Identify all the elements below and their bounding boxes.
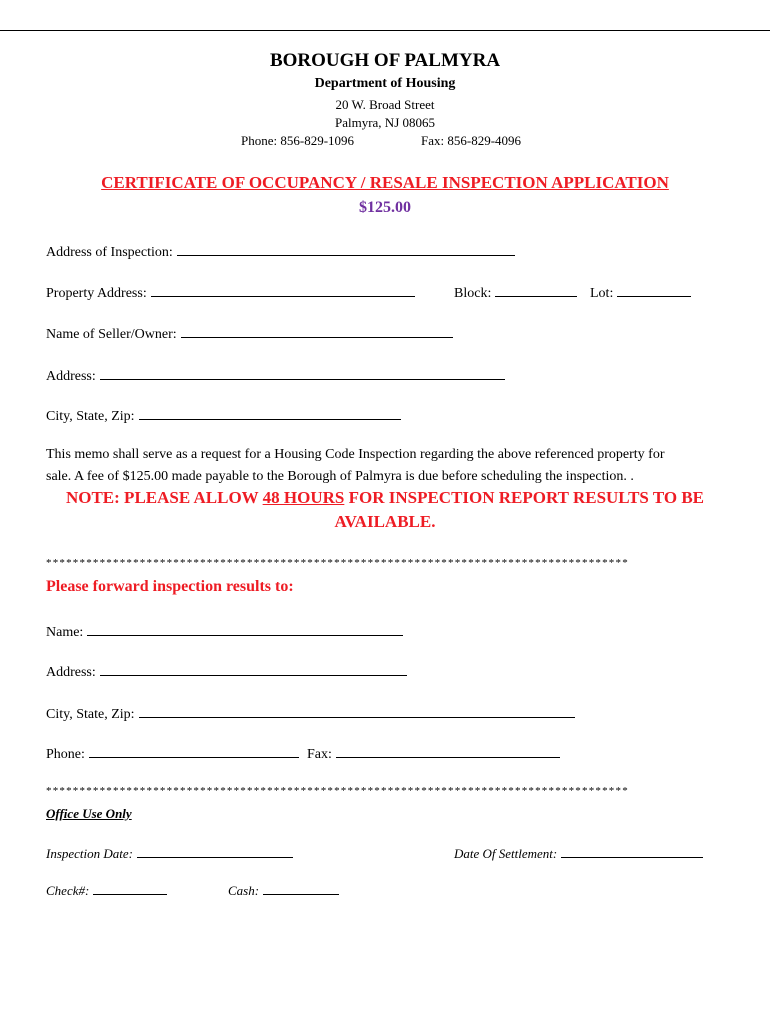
cash-label: Cash: bbox=[228, 883, 260, 898]
forward-city-field[interactable] bbox=[46, 704, 575, 723]
check-number-field[interactable] bbox=[46, 881, 167, 899]
seller-address-line[interactable] bbox=[100, 366, 505, 380]
note-suffix: FOR INSPECTION REPORT RESULTS TO BE bbox=[344, 488, 705, 507]
note-prefix: NOTE: PLEASE ALLOW bbox=[65, 488, 263, 507]
forward-fax-line[interactable] bbox=[336, 744, 560, 758]
seller-city-field[interactable] bbox=[46, 406, 401, 425]
department-name: Department of Housing bbox=[314, 76, 456, 91]
top-border-rule bbox=[0, 30, 770, 31]
forward-address-label: Address: bbox=[46, 665, 96, 680]
forward-address-field[interactable] bbox=[46, 662, 407, 681]
settlement-date-field[interactable] bbox=[454, 844, 703, 862]
borough-title: BOROUGH OF PALMYRA bbox=[269, 50, 501, 71]
lot-field[interactable] bbox=[590, 283, 691, 302]
forward-name-line[interactable] bbox=[87, 622, 403, 636]
forward-address-line[interactable] bbox=[100, 662, 407, 676]
city-address: Palmyra, NJ 08065 bbox=[334, 115, 436, 130]
forward-city-label: City, State, Zip: bbox=[46, 707, 135, 722]
property-address-field[interactable] bbox=[46, 283, 415, 302]
seller-address-label: Address: bbox=[46, 369, 96, 384]
seller-name-line[interactable] bbox=[181, 324, 453, 338]
block-label: Block: bbox=[454, 286, 492, 301]
forward-phone-field[interactable] bbox=[46, 744, 299, 763]
application-fee: $125.00 bbox=[359, 199, 411, 216]
block-line[interactable] bbox=[495, 283, 577, 297]
inspection-address-line[interactable] bbox=[177, 242, 515, 256]
settlement-date-line[interactable] bbox=[561, 844, 703, 858]
forward-phone-line[interactable] bbox=[89, 744, 299, 758]
settlement-date-label: Date Of Settlement: bbox=[454, 846, 558, 861]
memo-line-2: sale. A fee of $125.00 made payable to the Borough of Palmyra is due before scheduling the inspection. . bbox=[46, 469, 634, 484]
inspection-date-label: Inspection Date: bbox=[46, 846, 134, 861]
seller-name-field[interactable] bbox=[46, 324, 453, 343]
inspection-address-label: Address of Inspection: bbox=[46, 245, 173, 260]
forward-fax-label: Fax: bbox=[307, 747, 332, 762]
cash-field[interactable] bbox=[228, 881, 339, 899]
phone-number: Phone: 856-829-1096 bbox=[241, 133, 355, 148]
lot-label: Lot: bbox=[590, 286, 614, 301]
cash-line[interactable] bbox=[263, 881, 339, 895]
inspection-address-field[interactable] bbox=[46, 242, 515, 261]
forward-heading: Please forward inspection results to: bbox=[46, 578, 294, 595]
check-number-label: Check#: bbox=[46, 883, 90, 898]
office-use-heading: Office Use Only bbox=[46, 806, 132, 821]
forward-name-field[interactable] bbox=[46, 622, 403, 641]
property-address-label: Property Address: bbox=[46, 286, 147, 301]
street-address: 20 W. Broad Street bbox=[335, 97, 435, 112]
seller-name-label: Name of Seller/Owner: bbox=[46, 327, 177, 342]
lot-line[interactable] bbox=[617, 283, 691, 297]
note-hours: 48 HOURS bbox=[262, 488, 345, 507]
seller-address-field[interactable] bbox=[46, 366, 505, 385]
divider-1: *************************************************************************************** bbox=[46, 557, 629, 569]
forward-fax-field[interactable] bbox=[307, 744, 560, 763]
forward-name-label: Name: bbox=[46, 625, 84, 640]
forward-city-line[interactable] bbox=[139, 704, 575, 718]
application-title: CERTIFICATE OF OCCUPANCY / RESALE INSPECTION APPLICATION bbox=[101, 173, 669, 192]
seller-city-label: City, State, Zip: bbox=[46, 409, 135, 424]
property-address-line[interactable] bbox=[151, 283, 415, 297]
inspection-date-field[interactable] bbox=[46, 844, 293, 862]
block-field[interactable] bbox=[454, 283, 577, 302]
memo-line-1: This memo shall serve as a request for a Housing Code Inspection regarding the above referenced property for bbox=[46, 447, 665, 462]
note-line-1 bbox=[0, 488, 770, 508]
fax-number: Fax: 856-829-4096 bbox=[421, 133, 522, 148]
seller-city-line[interactable] bbox=[139, 406, 401, 420]
check-number-line[interactable] bbox=[93, 881, 167, 895]
forward-phone-label: Phone: bbox=[46, 747, 85, 762]
divider-2: *************************************************************************************** bbox=[46, 785, 629, 797]
note-line-2: AVAILABLE. bbox=[334, 512, 436, 531]
inspection-date-line[interactable] bbox=[137, 844, 293, 858]
